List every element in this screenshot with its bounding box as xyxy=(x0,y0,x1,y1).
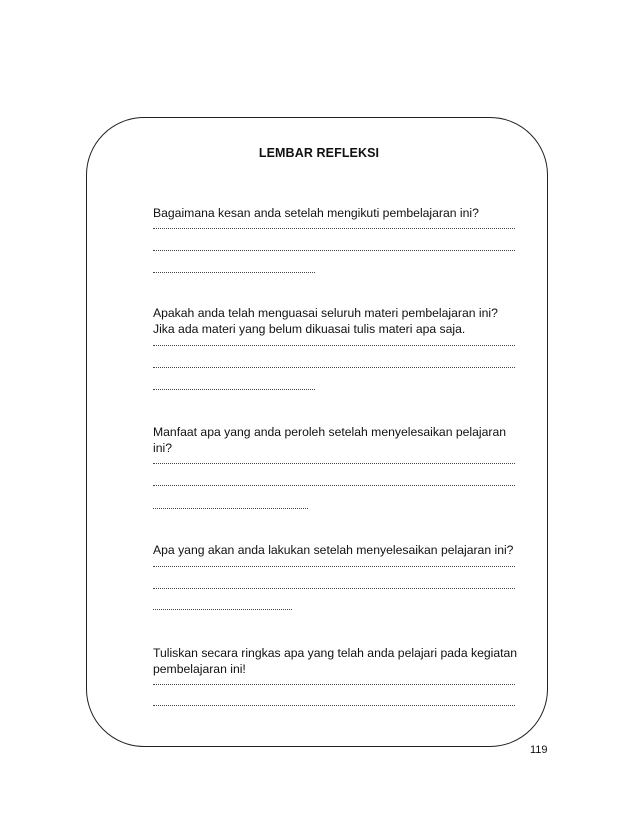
question-4: Apa yang akan anda lakukan setelah menyelesaikan pelajaran ini? xyxy=(153,543,514,557)
answer-line-4a xyxy=(153,566,515,567)
question-1: Bagaimana kesan anda setelah mengikuti pembelajaran ini? xyxy=(153,206,479,220)
answer-line-3a xyxy=(153,463,515,464)
answer-line-5b xyxy=(153,705,515,706)
answer-line-2b xyxy=(153,367,515,368)
answer-line-1b xyxy=(153,250,515,251)
question-3: Manfaat apa yang anda peroleh setelah menyelesaikan pelajaran ini? xyxy=(153,425,507,455)
answer-line-1a xyxy=(153,228,515,229)
answer-line-2a xyxy=(153,345,515,346)
question-2: Apakah anda telah menguasai seluruh materi pembelajaran ini? Jika ada materi yang belum dikuasai tulis materi apa saja. xyxy=(153,306,498,336)
answer-line-4c xyxy=(153,609,292,610)
sheet-title: LEMBAR REFLEKSI xyxy=(258,146,380,160)
page-number: 119 xyxy=(530,744,548,756)
answer-line-5a xyxy=(153,684,515,685)
answer-line-3c xyxy=(153,508,308,509)
question-5: Tuliskan secara ringkas apa yang telah anda pelajari pada kegiatan pembelajaran ini! xyxy=(153,646,518,676)
answer-line-4b xyxy=(153,588,515,589)
answer-line-1c xyxy=(153,272,315,273)
answer-line-3b xyxy=(153,485,515,486)
answer-line-2c xyxy=(153,389,315,390)
